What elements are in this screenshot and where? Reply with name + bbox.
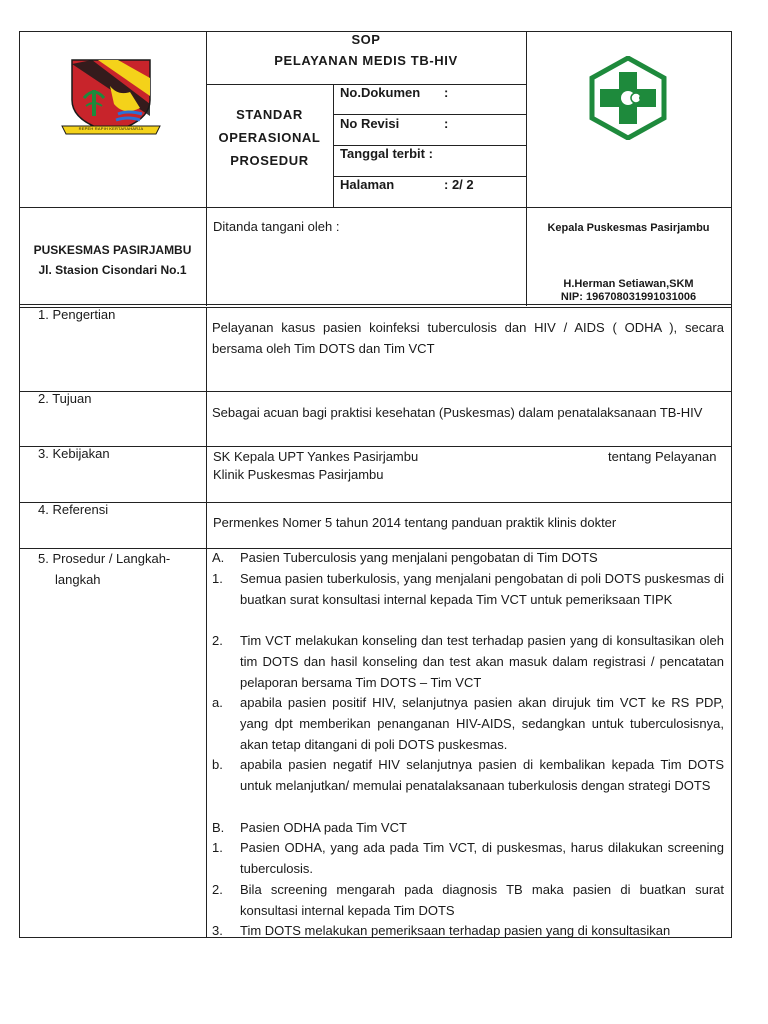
section-text-kebijakan-b: tentang Pelayanan xyxy=(608,449,717,464)
head-title: Kepala Puskesmas Pasirjambu xyxy=(547,222,710,234)
meta-page-value: : 2/ 2 xyxy=(444,177,474,192)
procedure-text: apabila pasien negatif HIV selanjutnya pasien di kembalikan kepada Tim DOTS untuk melanjutkan/ memulai penatalaksanaan tuberkulosis dengan strategi DOTS xyxy=(240,757,724,793)
procedure-text: Tim VCT melakukan konseling dan test terhadap pasien yang di konsultasikan oleh tim DOTS dan hasil konseling dan test akan masuk dalam registrasi / pencatatan pelaporan bersama Tim DOTS – Tim VCT xyxy=(240,633,724,690)
regency-crest-logo xyxy=(58,56,164,142)
procedure-item xyxy=(212,568,724,610)
procedure-text: Bila screening mengarah pada diagnosis TB maka pasien di buatkan surat konsultasi internal kepada Tim DOTS xyxy=(240,882,724,918)
procedure-marker: 1. xyxy=(212,571,223,586)
header-bottom xyxy=(19,207,732,208)
procedure-item xyxy=(212,547,724,568)
crest-motto: REPEH RAPIH KERTARAHARJA xyxy=(78,126,144,131)
section-text-tujuan: Sebagai acuan bagi praktisi kesehatan (Puskesmas) dalam penatalaksanaan TB-HIV xyxy=(212,405,703,420)
section-text-pengertian: Pelayanan kasus pasien koinfeksi tuberculosis dan HIV / AIDS ( ODHA ), secara bersama oleh Tim DOTS dan Tim VCT xyxy=(212,320,724,356)
meta-issue-date-label: Tanggal terbit : xyxy=(340,146,433,161)
meta-page-label: Halaman xyxy=(340,177,395,192)
standard-line-3: PROSEDUR xyxy=(230,153,309,168)
document-title: PELAYANAN MEDIS TB-HIV xyxy=(274,53,458,68)
section-text-referensi: Permenkes Nomer 5 tahun 2014 tentang panduan praktik klinis dokter xyxy=(213,515,617,530)
meta-revision-value: : xyxy=(444,116,449,131)
procedure-text: apabila pasien positif HIV, selanjutnya pasien akan dirujuk tim VCT ke RS PDP, yang dpt memberikan penanganan HIV-AIDS, sedangkan untuk tuberculosisnya, akan tetap ditangani di poli DOTS puskesmas. xyxy=(240,695,724,752)
head-name: H.Herman Setiawan,SKM xyxy=(563,278,694,290)
section-text-kebijakan-c: Klinik Puskesmas Pasirjambu xyxy=(213,467,384,482)
frame-bottom xyxy=(19,937,732,938)
sop-label: SOP xyxy=(351,32,381,47)
procedure-marker: b. xyxy=(212,757,223,772)
head-nip: NIP: 196708031991031006 xyxy=(560,291,697,303)
procedure-text: Semua pasien tuberkulosis, yang menjalani pengobatan di poli DOTS puskesmas di buatkan surat konsultasi internal kepada Tim VCT untuk pemeriksaan TIPK xyxy=(240,571,724,607)
procedure-marker: B. xyxy=(212,820,225,835)
frame-right xyxy=(731,31,732,937)
procedure-item xyxy=(212,630,724,693)
standard-line-1: STANDAR xyxy=(236,107,303,122)
procedure-text: Pasien ODHA, yang ada pada Tim VCT, di puskesmas, harus dilakukan screening tuberculosis. xyxy=(240,840,724,876)
procedure-text: Tim DOTS melakukan pemeriksaan terhadap pasien yang di konsultasikan xyxy=(240,923,671,937)
procedure-text: Pasien ODHA pada Tim VCT xyxy=(240,820,407,835)
section-label-prosedur-1: 5. Prosedur / Langkah- xyxy=(38,551,171,566)
section-label-kebijakan: 3. Kebijakan xyxy=(38,446,110,461)
institution-name: PUSKESMAS PASIRJAMBU xyxy=(33,243,192,257)
sign-bottom-2 xyxy=(19,307,732,308)
body-divider xyxy=(206,307,207,937)
procedure-item xyxy=(212,879,724,921)
meta-doc-number-value: : xyxy=(444,85,449,100)
procedure-item xyxy=(212,837,724,879)
institution-address: Jl. Stasion Cisondari No.1 xyxy=(38,263,187,277)
section-label-pengertian: 1. Pengertian xyxy=(38,307,116,322)
meta-revision-label: No Revisi xyxy=(340,116,400,131)
procedure-marker: 2. xyxy=(212,633,223,648)
standard-line-2: OPERASIONAL xyxy=(218,130,321,145)
frame-left xyxy=(19,31,20,937)
row-sep-3 xyxy=(19,502,732,503)
section-label-referensi: 4. Referensi xyxy=(38,502,109,517)
procedure-marker: 1. xyxy=(212,840,223,855)
procedure-text: Pasien Tuberculosis yang menjalani pengobatan di Tim DOTS xyxy=(240,550,598,565)
header-divider-2 xyxy=(526,31,527,306)
signed-by-label: Ditanda tangani oleh : xyxy=(213,219,340,234)
sign-bottom-1 xyxy=(19,304,732,305)
section-label-tujuan: 2. Tujuan xyxy=(38,391,92,406)
procedure-marker: A. xyxy=(212,550,225,565)
section-label-prosedur-2: langkah xyxy=(55,572,101,587)
procedure-marker: 3. xyxy=(212,923,223,937)
header-divider-1 xyxy=(206,31,207,306)
section-text-kebijakan-a: SK Kepala UPT Yankes Pasirjambu xyxy=(213,449,419,464)
procedure-item xyxy=(212,692,724,755)
meta-row-1 xyxy=(333,114,526,115)
procedure-item xyxy=(212,754,724,796)
row-sep-1 xyxy=(19,391,732,392)
health-cross-icon xyxy=(586,56,670,140)
meta-doc-number-label: No.Dokumen xyxy=(340,85,421,100)
procedure-item xyxy=(212,920,724,937)
procedure-item xyxy=(212,817,724,838)
puskesmas-logo xyxy=(586,56,670,140)
procedure-marker: a. xyxy=(212,695,223,710)
procedure-marker: 2. xyxy=(212,882,223,897)
